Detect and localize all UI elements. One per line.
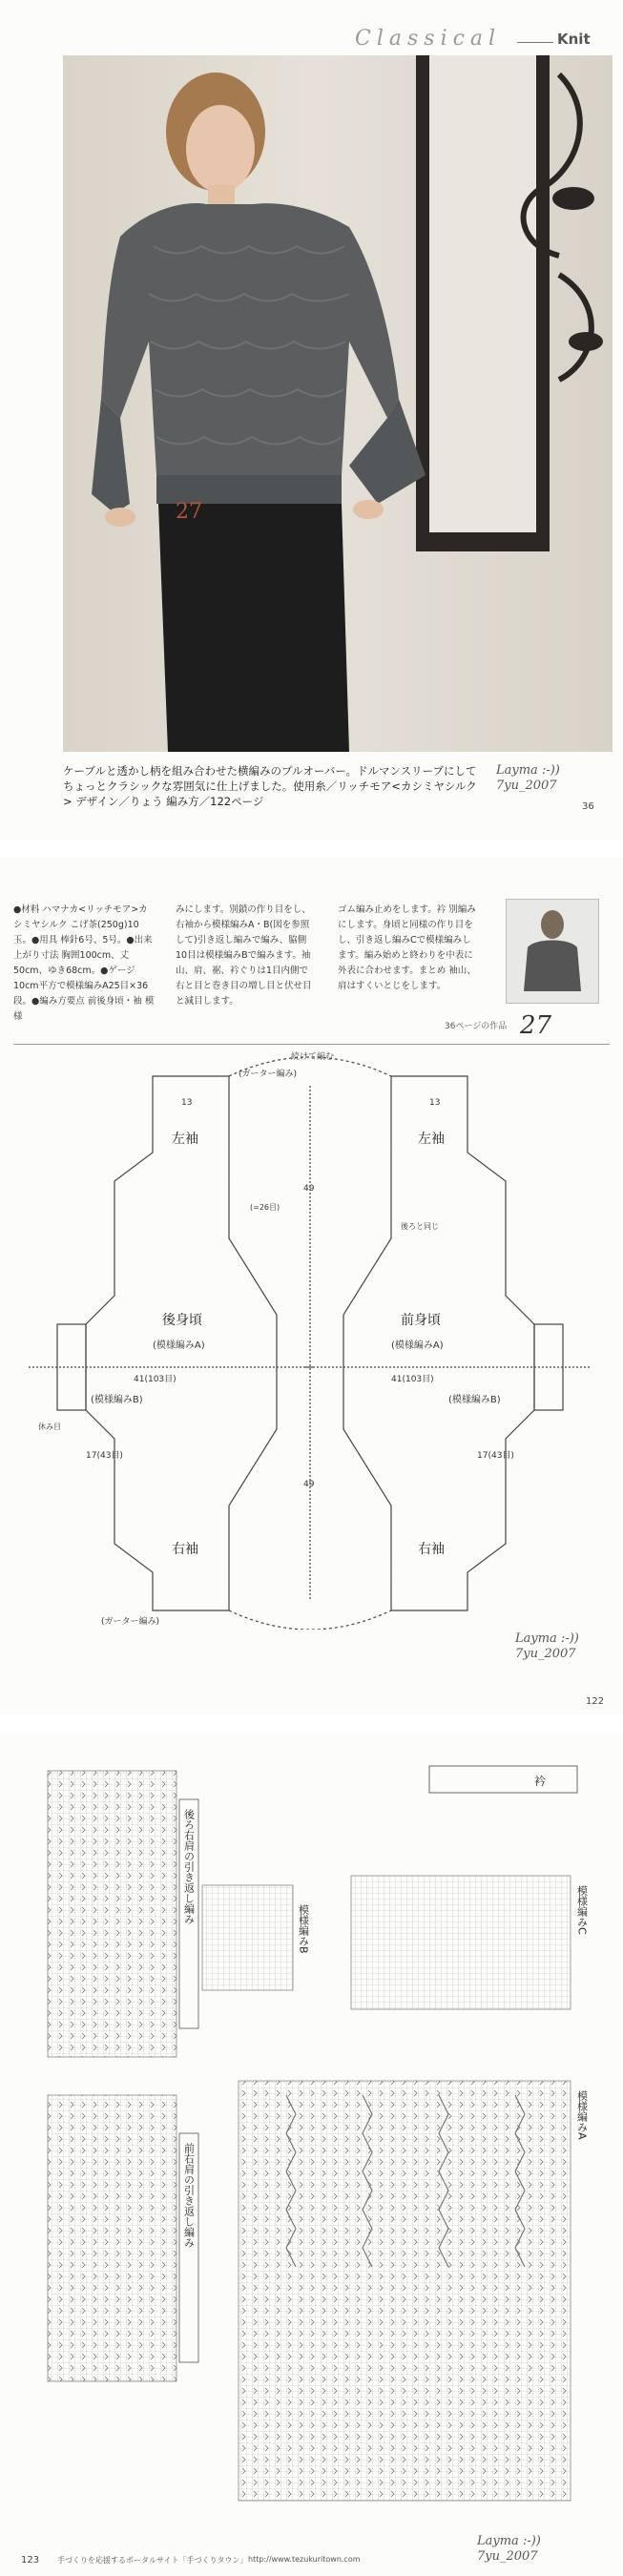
instructions-col-2: みにします。別鎖の作り目をし、右袖から模様編みA・B(図を参照して)引き返し編みで編み、脇側10目は模様編みBで編みます。袖山、肩、裾、衿ぐりは1目内側で右と目と巻き目の増し目と伏せ目と減目します。 bbox=[176, 904, 312, 1007]
page-number: 122 bbox=[586, 1696, 605, 1707]
header-rule bbox=[517, 42, 553, 43]
watermark: Layma :-)) 7yu_2007 bbox=[515, 1631, 579, 1661]
label-left-sleeve: 左袖 bbox=[172, 1132, 198, 1147]
label-garter-top: (ガーター編み) bbox=[239, 1070, 298, 1079]
label-back-body: 後身頃 bbox=[162, 1313, 202, 1328]
schematic-diagram bbox=[0, 1048, 623, 1630]
back-shoulder-chart bbox=[48, 1771, 177, 2057]
front-shoulder-label: 前右肩の引き返し編み bbox=[182, 2143, 196, 2248]
bottom-arc bbox=[229, 1610, 391, 1630]
yoke-chart bbox=[429, 1766, 577, 1793]
label-front-body: 前身頃 bbox=[401, 1313, 441, 1328]
left-sleeve bbox=[92, 399, 130, 513]
magazine-page-photo bbox=[0, 0, 623, 840]
skirt bbox=[158, 504, 349, 752]
label-note-cont: 後ろと同じ bbox=[401, 1222, 439, 1231]
header-classical: Classical bbox=[355, 27, 502, 51]
label-right-sleeve-front: 右袖 bbox=[418, 1542, 445, 1557]
pattern-number: 27 bbox=[176, 500, 202, 524]
magazine-page-instructions bbox=[0, 857, 623, 1715]
instructions-col-3: ゴム編み止めをします。衿 別編みにします。身頃と同様の作り目をし、引き返し編みCで模様編みします。編み始めと終わりを中表に外表に合わせます。まとめ 袖山、肩はすくいとじをします。 bbox=[338, 904, 476, 991]
label-continue: 続けて編む bbox=[291, 1052, 335, 1062]
pattern-b-chart bbox=[202, 1885, 293, 1990]
label-13: 13 bbox=[181, 1098, 193, 1108]
model-photo bbox=[63, 55, 613, 752]
sweater bbox=[101, 203, 399, 475]
pattern-b-label: 模様編みB bbox=[297, 1904, 310, 1954]
pattern-c-chart bbox=[351, 1876, 571, 2009]
label-13-front: 13 bbox=[429, 1098, 441, 1108]
label-same: (=26目) bbox=[250, 1203, 280, 1212]
label-right-sleeve: 右袖 bbox=[172, 1542, 198, 1557]
label-pattern-a: (模様編みA) bbox=[153, 1340, 205, 1351]
page-number: 123 bbox=[21, 2555, 40, 2566]
label-left-sleeve-front: 左袖 bbox=[418, 1132, 445, 1147]
page-number: 36 bbox=[582, 801, 594, 812]
model-illustration bbox=[63, 55, 613, 752]
front-shoulder-chart bbox=[48, 2095, 177, 2381]
watermark: Layma :-)) 7yu_2007 bbox=[496, 763, 560, 793]
pattern-a-label: 模様編みA bbox=[575, 2090, 589, 2140]
label-width-41: 41(103目) bbox=[134, 1375, 177, 1384]
label-49-top: 49 bbox=[303, 1184, 315, 1194]
photo-caption: ケーブルと透かし柄を組み合わせた横編みのプルオーバー。ドルマンスリーブにしてちょっとクラシックな雰囲気に仕上げました。使用糸／リッチモア<カシミヤシルク> デザイン／りょう 編み方／122ページ bbox=[63, 764, 477, 808]
magazine-page-charts bbox=[0, 1733, 623, 2576]
back-shoulder-label: 後ろ右肩の引き返し編み bbox=[182, 1809, 196, 1924]
instructions-col-1: ●材料 ハマナカ<リッチモア>カシミヤシルク こげ茶(250g)10玉。●用具 棒針6号、5号。●出来上がり寸法 胸囲100cm、丈50cm、ゆき68cm。●ゲージ 10cm平方で模様編みA25目×36段。●編み方要点 前後身頃・袖 模様 bbox=[13, 904, 155, 1022]
page-separator bbox=[0, 840, 623, 857]
label-49-bottom: 49 bbox=[303, 1480, 315, 1489]
pattern-c-label: 模様編みC bbox=[575, 1885, 589, 1935]
page-separator bbox=[0, 1715, 623, 1733]
header-knit: Knit bbox=[557, 31, 591, 48]
label-width-41-front: 41(103目) bbox=[391, 1375, 434, 1384]
label-width-17-front: 17(43目) bbox=[477, 1451, 514, 1461]
divider bbox=[13, 1044, 610, 1045]
label-garter-bottom: (ガーター編み) bbox=[101, 1617, 160, 1627]
thumbnail-photo bbox=[506, 899, 599, 1004]
label-width-17: 17(43目) bbox=[86, 1451, 123, 1461]
watermark: Layma :-)) 7yu_2007 bbox=[477, 2534, 541, 2564]
label-pattern-b-front: (模様編みB) bbox=[448, 1395, 501, 1405]
label-pattern-a-front: (模様編みA) bbox=[391, 1340, 444, 1351]
stitch-charts bbox=[0, 1733, 623, 2576]
footer-url: http://www.tezukuritown.com bbox=[248, 2555, 361, 2564]
label-pattern-b: (模様編みB) bbox=[91, 1395, 143, 1405]
yoke-label: 衿 bbox=[534, 1775, 547, 1788]
label-side: 休み目 bbox=[38, 1423, 61, 1431]
section-number: 27 bbox=[520, 1011, 552, 1040]
face bbox=[186, 105, 255, 193]
subnote: 36ページの作品 bbox=[445, 1022, 508, 1031]
footer-text: 手づくりを応援するポータルサイト「手づくりタウン」 bbox=[57, 2556, 248, 2565]
page-header bbox=[355, 21, 613, 59]
